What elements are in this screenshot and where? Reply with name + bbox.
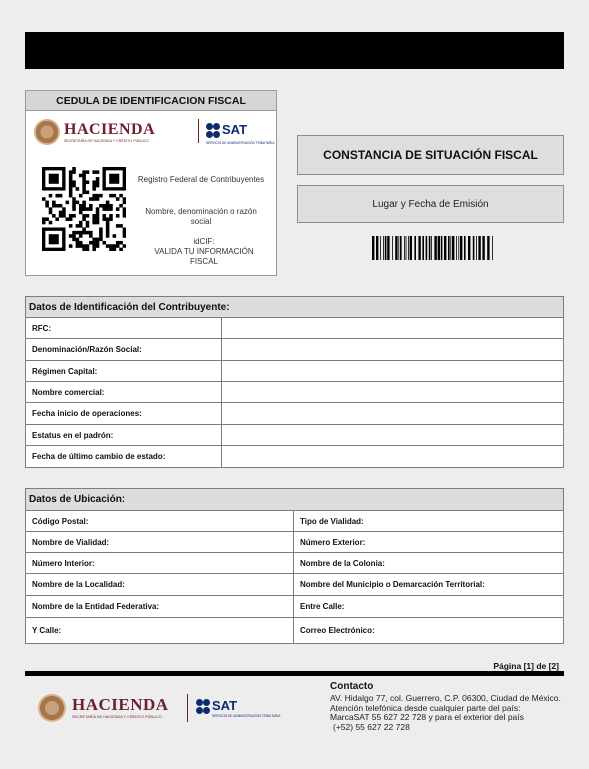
row-label: RFC: [26,318,222,339]
nombre-caption: Nombre, denominación o razón social [145,207,257,226]
constancia-title: CONSTANCIA DE SITUACIÓN FISCAL [297,135,564,175]
row-right-label: Tipo de Vialidad: [294,511,564,532]
header-black-bar [25,32,564,69]
sat-logo-text: SAT [222,122,248,137]
table-row [26,618,564,644]
table-row [26,596,564,618]
contact-phone-marcasat: MarcaSAT 55 627 22 728 y para el exterior del país [330,712,524,722]
row-label: Fecha inicio de operaciones: [26,403,222,425]
row-value [222,339,564,361]
hacienda-logo-text: HACIENDA [72,695,169,714]
table-row [26,403,564,425]
ubicacion-heading: Datos de Ubicación: [26,489,564,511]
hacienda-logo-text: HACIENDA [64,121,156,138]
row-label: Estatus en el padrón: [26,425,222,446]
hacienda-logo-subtext: SECRETARÍA DE HACIENDA Y CRÉDITO PÚBLICO [64,139,150,143]
row-value [222,425,564,446]
contact-phone-exterior: (+52) 55 627 22 728 [333,722,410,732]
idcif-label: idCIF: [193,237,215,246]
row-value [222,361,564,382]
table-row [26,361,564,382]
row-right-label: Número Exterior: [294,532,564,553]
row-right-label: Nombre de la Colonia: [294,553,564,574]
table-row [26,425,564,446]
cedula-logos [26,111,276,151]
row-right-label: Entre Calle: [294,596,564,618]
row-value [222,446,564,468]
table-row [26,318,564,339]
table-row [26,532,564,553]
table-row [26,382,564,403]
contact-title: Contacto [330,681,374,692]
footer-black-bar [25,671,564,676]
hacienda-logo-subtext: SECRETARÍA DE HACIENDA Y CRÉDITO PÚBLICO [72,715,162,719]
ubicacion-table [25,488,564,644]
cedula-title: CEDULA DE IDENTIFICACION FISCAL [26,91,276,111]
row-left-label: Nombre de Vialidad: [26,532,294,553]
row-label: Nombre comercial: [26,382,222,403]
cedula-card [25,90,277,276]
table-row [26,574,564,596]
table-row [26,511,564,532]
row-left-label: Código Postal: [26,511,294,532]
footer-logos [36,692,316,726]
hacienda-seal-icon [38,694,66,722]
sat-logo-subtext: SERVICIO DE ADMINISTRACIÓN TRIBUTARIA [212,714,281,718]
row-left-label: Nombre de la Localidad: [26,574,294,596]
lugar-fecha-emision: Lugar y Fecha de Emisión [297,185,564,223]
row-left-label: Número Interior: [26,553,294,574]
row-right-label: Nombre del Municipio o Demarcación Territorial: [294,574,564,596]
table-row [26,446,564,468]
qr-code-icon [42,167,126,251]
sat-logo-subtext: SERVICIO DE ADMINISTRACIÓN TRIBUTARIA [206,141,275,145]
table-row [26,339,564,361]
valida-label: VALIDA TU INFORMACIÓN FISCAL [154,247,254,266]
logo-divider [198,119,199,143]
row-value [222,382,564,403]
page-number: Página [1] de [2] [493,661,559,671]
row-left-label: Y Calle: [26,618,294,644]
contact-address: AV. Hidalgo 77, col. Guerrero, C.P. 06300, Ciudad de México. [330,693,561,703]
row-value [222,403,564,425]
row-left-label: Nombre de la Entidad Federativa: [26,596,294,618]
identificacion-table [25,296,564,468]
row-right-label: Correo Electrónico: [294,618,564,644]
logo-divider [187,694,188,722]
row-label: Fecha de último cambio de estado: [26,446,222,468]
row-value [222,318,564,339]
barcode-icon [372,236,493,260]
sat-logo-text: SAT [212,698,238,713]
hacienda-seal-icon [34,119,60,145]
row-label: Régimen Capital: [26,361,222,382]
identificacion-heading: Datos de Identificación del Contribuyente: [26,297,564,318]
contact-phone-intro: Atención telefónica desde cualquier parte del país: [330,703,521,713]
rfc-caption: Registro Federal de Contribuyentes [137,175,265,184]
table-row [26,553,564,574]
row-label: Denominación/Razón Social: [26,339,222,361]
